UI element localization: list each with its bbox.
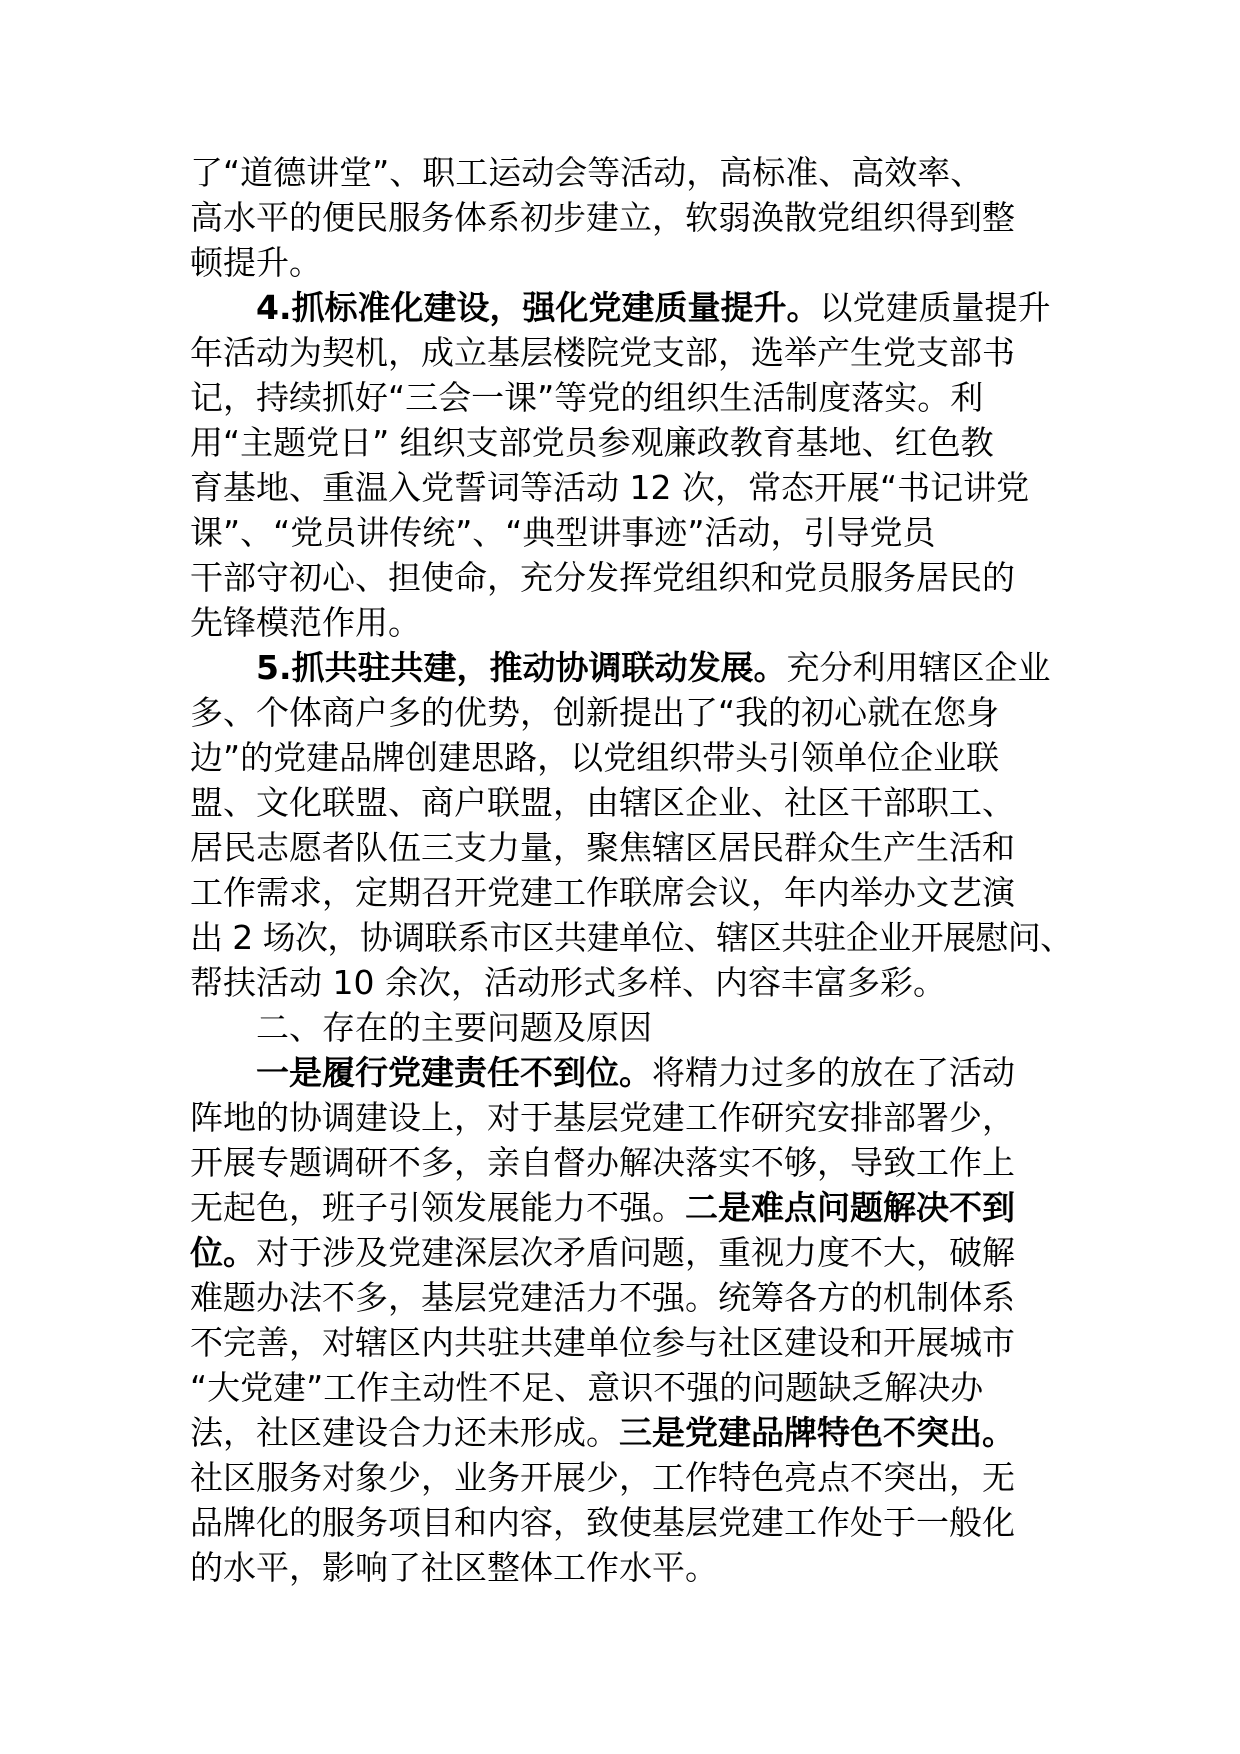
- problems-line-3: 开展专题调研不多，亲自督办解决落实不够，导致工作上: [190, 1143, 1015, 1182]
- problems-line-1: [190, 1050, 1070, 1095]
- section5-heading: 5.抓共驻共建，推动协调联动发展。: [256, 648, 787, 687]
- section5-line-1: 多、个体商户多的优势，创新提出了“我的初心就在您身: [190, 693, 1000, 732]
- problems-line-7: 不完善，对辖区内共驻共建单位参与社区建设和开展城市: [190, 1323, 1015, 1362]
- problems-line-9: [190, 1410, 1070, 1455]
- document-body: [190, 150, 1073, 1590]
- intro-line-1: 了“道德讲堂”、职工运动会等活动，高标准、高效率、: [190, 153, 984, 192]
- section-two-title: 二、存在的主要问题及原因: [256, 1008, 652, 1047]
- section5-line-2: 边”的党建品牌创建思路，以党组织带头引领单位企业联: [190, 738, 1000, 777]
- section4-line-6: 干部守初心、担使命，充分发挥党组织和党员服务居民的: [190, 558, 1015, 597]
- problems-line-1-rest: 将精力过多的放在了活动: [652, 1053, 1015, 1092]
- problems-line-4: [190, 1185, 1070, 1230]
- problems-line-10: 社区服务对象少，业务开展少，工作特色亮点不突出，无: [190, 1458, 1015, 1497]
- section5-line-6: 出 2 场次，协调联系市区共建单位、辖区共驻企业开展慰问、: [190, 918, 1073, 957]
- section4-line-7: 先锋模范作用。: [190, 603, 421, 642]
- section5-line-5: 工作需求，定期召开党建工作联席会议，年内举办文艺演: [190, 873, 1015, 912]
- section5-first-line: [190, 645, 1070, 690]
- problems-line-9-plain: 法，社区建设合力还未形成。: [190, 1413, 619, 1452]
- problem-two-heading-part1: 二是难点问题解决不到: [685, 1188, 1015, 1227]
- section4-line-5: 课”、“党员讲传统”、“典型讲事迹”活动，引导党员: [190, 513, 936, 552]
- problems-line-5: [190, 1230, 1070, 1275]
- problems-line-6: 难题办法不多，基层党建活力不强。统筹各方的机制体系: [190, 1278, 1015, 1317]
- problems-line-2: 阵地的协调建设上，对于基层党建工作研究安排部署少，: [190, 1098, 1015, 1137]
- intro-line-2: 高水平的便民服务体系初步建立，软弱涣散党组织得到整: [190, 198, 1015, 237]
- problems-line-11: 品牌化的服务项目和内容，致使基层党建工作处于一般化: [190, 1503, 1015, 1542]
- problem-three-heading: 三是党建品牌特色不突出。: [619, 1413, 1015, 1452]
- section4-line-1: 年活动为契机，成立基层楼院党支部，选举产生党支部书: [190, 333, 1015, 372]
- section4-line-2: 记，持续抓好“三会一课”等党的组织生活制度落实。利: [190, 378, 984, 417]
- problems-line-12: 的水平，影响了社区整体工作水平。: [190, 1548, 718, 1587]
- section4-heading: 4.抓标准化建设，强化党建质量提升。: [256, 288, 820, 327]
- section5-line-4: 居民志愿者队伍三支力量，聚焦辖区居民群众生产生活和: [190, 828, 1015, 867]
- section5-line-7: 帮扶活动 10 余次，活动形式多样、内容丰富多彩。: [190, 963, 946, 1002]
- intro-line-3: 顿提升。: [190, 243, 322, 282]
- problems-line-5-rest: 对于涉及党建深层次矛盾问题，重视力度不大，破解: [256, 1233, 1015, 1272]
- problem-one-heading: 一是履行党建责任不到位。: [256, 1053, 652, 1092]
- section4-first-line: [190, 285, 1070, 330]
- section4-line-4: 育基地、重温入党誓词等活动 12 次，常态开展“书记讲党: [190, 468, 1030, 507]
- section5-line-3: 盟、文化联盟、商户联盟，由辖区企业、社区干部职工、: [190, 783, 1015, 822]
- problem-two-heading-part2: 位。: [190, 1233, 256, 1272]
- section4-line-3: 用“主题党日” 组织支部党员参观廉政教育基地、红色教: [190, 423, 994, 462]
- section4-first-line-rest: 以党建质量提升: [819, 288, 1051, 327]
- section5-first-line-rest: 充分利用辖区企业: [786, 648, 1051, 687]
- problems-line-4-plain: 无起色，班子引领发展能力不强。: [190, 1188, 685, 1227]
- problems-line-8: “大党建”工作主动性不足、意识不强的问题缺乏解决办: [190, 1368, 984, 1407]
